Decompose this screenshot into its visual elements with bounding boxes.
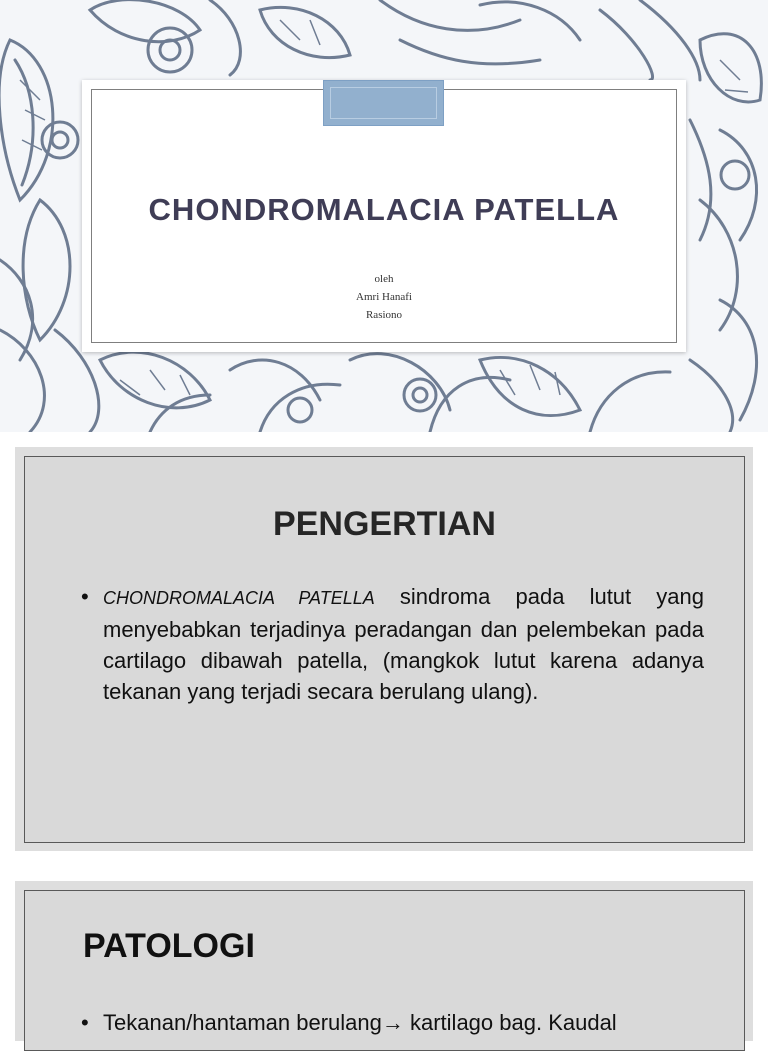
slide-content-box — [24, 456, 745, 843]
slide-heading: PENGERTIAN — [273, 505, 496, 543]
term-italic: CHONDROMALACIA PATELLA — [103, 588, 375, 608]
bullet-marker: • — [81, 1010, 89, 1035]
presentation-subtitle — [82, 270, 686, 324]
definition-body: sindroma pada lutut yang menyebabkan terjadinya peradangan dan pelembekan pada cartilago dibawah patella, (mangkok lutut karena adanya tekanan yang terjadi secara berulang ulang). — [103, 584, 704, 704]
slide-heading: PATOLOGI — [83, 927, 255, 965]
slide-pengertian — [15, 447, 753, 851]
title-card — [82, 80, 686, 352]
subtitle-line-author-1: Amri Hanafi — [356, 291, 412, 303]
bullet-marker: • — [81, 584, 89, 609]
subtitle-line-by: oleh — [374, 273, 394, 285]
title-accent-tab — [323, 80, 444, 126]
presentation-title: CHONDROMALACIA PATELLA — [148, 192, 620, 227]
slide-content-box — [24, 890, 745, 1051]
subtitle-line-author-2: Rasiono — [365, 309, 403, 321]
title-slide — [0, 0, 768, 432]
pathology-bullet-text: Tekanan/hantaman berulang→ kartilago bag. Kaudal — [103, 1010, 617, 1035]
definition-text — [103, 581, 704, 707]
slide-patologi — [15, 881, 753, 1041]
